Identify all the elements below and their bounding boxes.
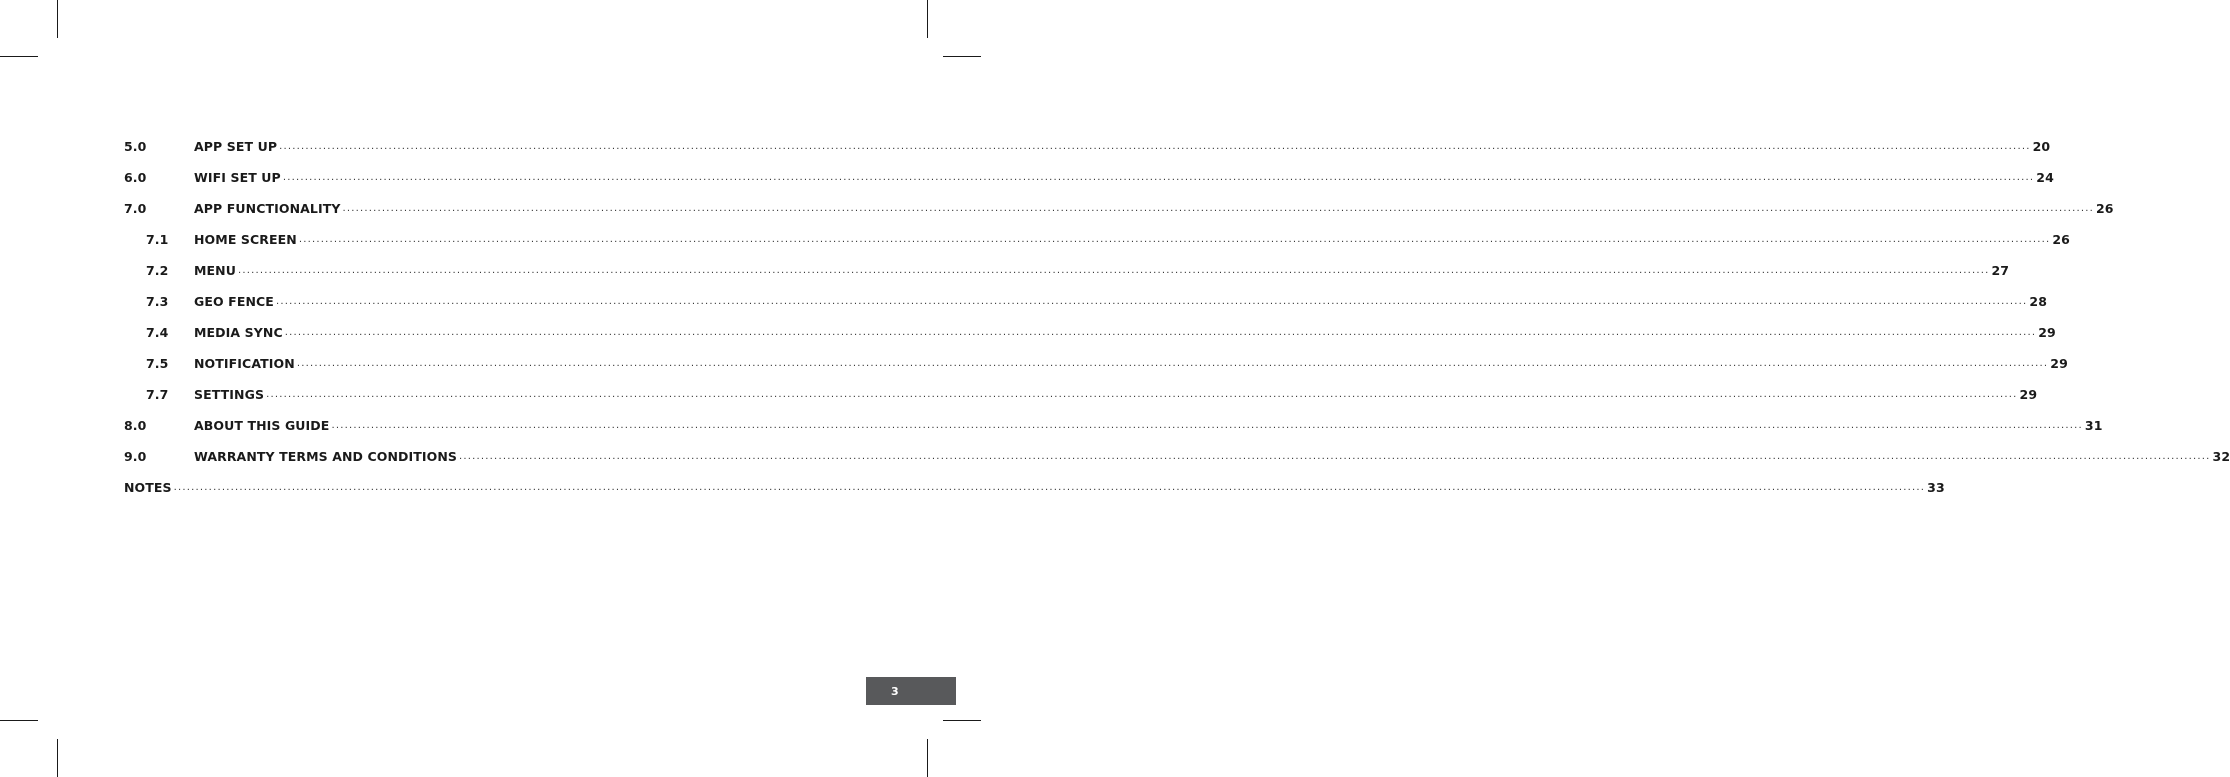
toc-entry-page: 29 — [2038, 325, 2056, 340]
toc-entry-title: GEO FENCE — [194, 294, 274, 309]
toc-entry-page: 28 — [2029, 294, 2048, 309]
toc-dot-leader: ................................................................................................................................................................................................................................................................................................................................................................................................................ — [238, 264, 1990, 276]
toc-entry[interactable] — [124, 379, 2038, 410]
toc-dot-leader: ................................................................................................................................................................................................................................................................................................................................................................................................................ — [282, 171, 2035, 183]
crop-mark-bottom-right-vertical — [927, 739, 928, 777]
toc-entry[interactable] — [124, 317, 2056, 348]
page-number: 3 — [891, 684, 899, 698]
toc-entry-page: 29 — [2050, 356, 2068, 371]
toc-dot-leader: ................................................................................................................................................................................................................................................................................................................................................................................................................ — [459, 450, 2211, 462]
toc-entry-title: NOTIFICATION — [194, 356, 295, 371]
toc-entry-page: 26 — [2096, 201, 2114, 216]
toc-entry-title: WIFI SET UP — [194, 170, 281, 185]
toc-entry-page: 33 — [1927, 480, 1945, 495]
crop-mark-bottom-left-vertical — [57, 739, 58, 777]
toc-entry[interactable] — [124, 472, 1945, 503]
toc-entry-title: MENU — [194, 263, 236, 278]
toc-dot-leader: ................................................................................................................................................................................................................................................................................................................................................................................................................ — [173, 481, 1926, 493]
crop-mark-top-left-vertical — [57, 0, 58, 38]
toc-entry[interactable] — [124, 131, 2051, 162]
toc-entry-number: 7.3 — [146, 294, 169, 309]
toc-entry[interactable] — [124, 410, 2103, 441]
toc-entry-number: 7.0 — [124, 201, 147, 216]
toc-entry-page: 26 — [2052, 232, 2070, 247]
toc-entry-page: 32 — [2212, 449, 2230, 464]
toc-dot-leader: ................................................................................................................................................................................................................................................................................................................................................................................................................ — [296, 357, 2049, 369]
toc-entry[interactable] — [124, 162, 2054, 193]
toc-entry[interactable] — [124, 348, 2068, 379]
toc-entry-number: 6.0 — [124, 170, 147, 185]
toc-entry-title: APP SET UP — [194, 139, 278, 154]
toc-entry-number: 8.0 — [124, 418, 147, 433]
toc-dot-leader: ................................................................................................................................................................................................................................................................................................................................................................................................................ — [275, 295, 2028, 307]
toc-entry[interactable] — [124, 286, 2048, 317]
toc-entry-page: 24 — [2036, 170, 2054, 185]
toc-entry-title: NOTES — [124, 480, 172, 495]
toc-entry-number: 7.7 — [146, 387, 169, 402]
toc-dot-leader: ................................................................................................................................................................................................................................................................................................................................................................................................................ — [284, 326, 2037, 338]
toc-entry[interactable] — [124, 193, 2114, 224]
toc-entry-page: 29 — [2019, 387, 2038, 402]
crop-mark-top-left-horizontal — [0, 56, 38, 57]
toc-entry-title: MEDIA SYNC — [194, 325, 283, 340]
toc-entry-title: APP FUNCTIONALITY — [194, 201, 341, 216]
toc-dot-leader: ................................................................................................................................................................................................................................................................................................................................................................................................................ — [298, 233, 2051, 245]
toc-entry-title: SETTINGS — [194, 387, 265, 402]
toc-entry-number: 9.0 — [124, 449, 147, 464]
toc-dot-leader: ................................................................................................................................................................................................................................................................................................................................................................................................................ — [266, 388, 2018, 400]
crop-mark-bottom-left-horizontal — [0, 720, 38, 721]
toc-entry-page: 20 — [2032, 139, 2051, 154]
crop-mark-top-right-horizontal — [943, 56, 981, 57]
toc-entry-page: 31 — [2084, 418, 2103, 433]
toc-entry-title: HOME SCREEN — [194, 232, 297, 247]
toc-entry-number: 7.5 — [146, 356, 169, 371]
crop-mark-top-right-vertical — [927, 0, 928, 38]
toc-entry-title: WARRANTY TERMS AND CONDITIONS — [194, 449, 458, 464]
toc-entry-title: ABOUT THIS GUIDE — [194, 418, 330, 433]
table-of-contents — [124, 131, 2230, 503]
toc-entry[interactable] — [124, 441, 2230, 472]
page-number-tab — [866, 677, 956, 705]
toc-entry-number: 7.1 — [146, 232, 169, 247]
toc-dot-leader: ................................................................................................................................................................................................................................................................................................................................................................................................................ — [331, 419, 2083, 431]
crop-mark-bottom-right-horizontal — [943, 720, 981, 721]
toc-entry[interactable] — [124, 255, 2010, 286]
toc-entry-number: 7.2 — [146, 263, 169, 278]
toc-entry[interactable] — [124, 224, 2070, 255]
toc-dot-leader: ................................................................................................................................................................................................................................................................................................................................................................................................................ — [279, 140, 2031, 152]
toc-dot-leader: ................................................................................................................................................................................................................................................................................................................................................................................................................ — [342, 202, 2094, 214]
toc-entry-page: 27 — [1991, 263, 2010, 278]
toc-entry-number: 5.0 — [124, 139, 147, 154]
toc-entry-number: 7.4 — [146, 325, 169, 340]
